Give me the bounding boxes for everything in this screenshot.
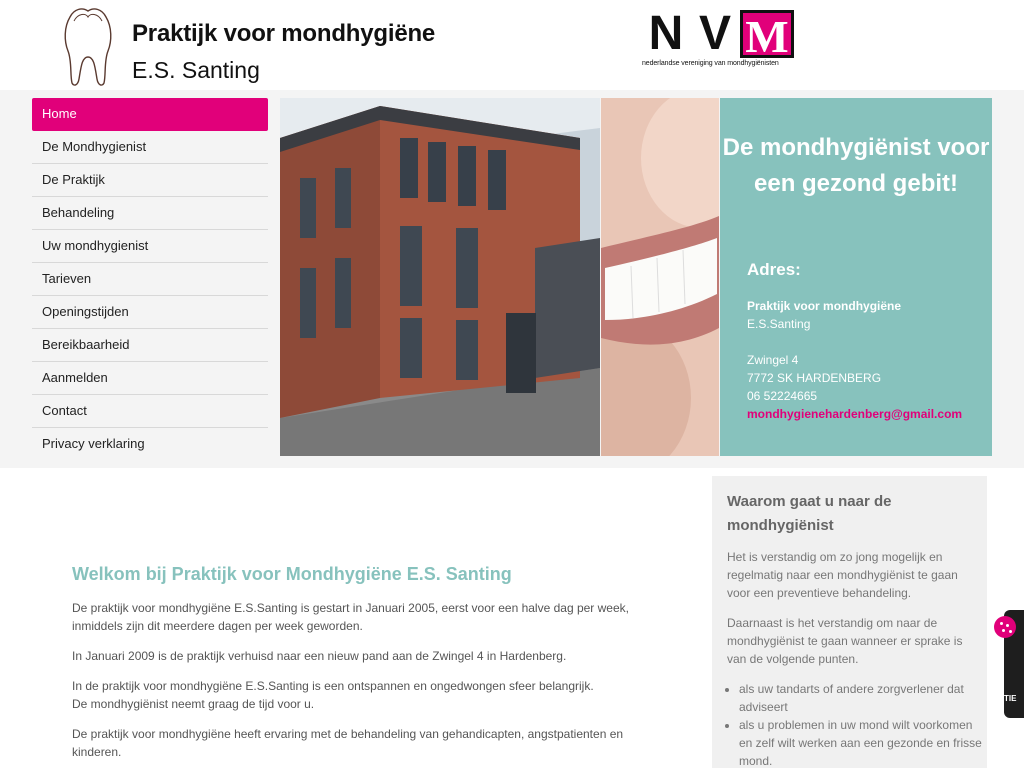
street: Zwingel 4 bbox=[747, 353, 799, 367]
tooth-logo-icon[interactable] bbox=[60, 3, 116, 87]
sidebar-heading: Waarom gaat u naar de mondhygiënist bbox=[727, 493, 892, 534]
panel-heading: De mondhygiënist voor een gezond gebit! bbox=[722, 134, 990, 197]
nvm-letter-v: V bbox=[698, 7, 731, 60]
phone: 06 52224665 bbox=[747, 389, 818, 403]
intro-paragraph-3 bbox=[72, 677, 642, 713]
sidebar-bullet-list bbox=[727, 680, 984, 770]
site-subtitle: E.S. Santing bbox=[132, 57, 260, 83]
sidebar-box bbox=[712, 476, 987, 768]
site-title: Praktijk voor mondhygiëne bbox=[132, 20, 436, 47]
sidebar-bullet: • als uw tandarts of andere zorgverlener dat adviseert bbox=[739, 680, 984, 716]
nav-item-tarieven[interactable]: Tarieven bbox=[32, 263, 268, 296]
nav-item-openingstijden[interactable]: Openingstijden bbox=[32, 296, 268, 329]
building-photo bbox=[280, 98, 600, 456]
address-lines bbox=[747, 297, 962, 423]
main-content bbox=[72, 564, 642, 773]
adres-label: Adres: bbox=[747, 260, 801, 279]
sidebar-paragraph-2: Daarnaast is het verstandig om naar de mondhygiënist te gaan wanneer er sprake is van de volgende punten. bbox=[727, 616, 963, 666]
nav-item-de-mondhygienist[interactable]: De Mondhygienist bbox=[32, 131, 268, 164]
nav-item-behandeling[interactable]: Behandeling bbox=[32, 197, 268, 230]
practice-owner: E.S.Santing bbox=[747, 317, 811, 331]
nav-item-privacy-verklaring[interactable]: Privacy verklaring bbox=[42, 436, 145, 451]
sidebar-paragraph-1: Het is verstandig om zo jong mogelijk en regelmatig naar een mondhygiënist te gaan voor een preventieve behandeling. bbox=[727, 550, 958, 600]
intro-paragraph-2: In Januari 2009 is de praktijk verhuisd naar een nieuw pand aan de Zwingel 4 in Hardenberg. bbox=[72, 649, 567, 663]
nav-item-aanmelden[interactable]: Aanmelden bbox=[32, 362, 268, 395]
nav-item-contact[interactable]: Contact bbox=[32, 395, 268, 428]
main-nav bbox=[32, 98, 268, 461]
nvm-letter-m: M bbox=[740, 10, 794, 58]
intro-paragraph-4: De praktijk voor mondhygiëne heeft ervaring met de behandeling van gehandicapten, angstpatienten en kinderen. bbox=[72, 727, 624, 759]
nvm-letters bbox=[642, 7, 794, 62]
practice-name: Praktijk voor mondhygiëne bbox=[747, 299, 902, 313]
nvm-logo[interactable] bbox=[642, 7, 794, 70]
welcome-heading: Welkom bij Praktijk voor Mondhygiëne E.S. Santing bbox=[72, 564, 512, 584]
site-header bbox=[0, 0, 1024, 90]
nav-item-uw-mondhygienist[interactable]: Uw mondhygienist bbox=[32, 230, 268, 263]
nvm-letter-n: N bbox=[648, 7, 684, 60]
nav-item-bereikbaarheid[interactable]: Bereikbaarheid bbox=[32, 329, 268, 362]
cookie-widget-label[interactable]: TIE bbox=[1004, 694, 1017, 703]
nav-item-home[interactable]: Home bbox=[32, 98, 268, 131]
address-panel bbox=[720, 98, 992, 456]
intro-paragraph-3a: In de praktijk voor mondhygiëne E.S.Santing is een ontspannen en ongedwongen sfeer belangrijk. bbox=[72, 679, 594, 693]
nav-item-de-praktijk[interactable]: De Praktijk bbox=[32, 164, 268, 197]
smile-photo bbox=[601, 98, 719, 456]
nvm-tagline: nederlandse vereniging van mondhygiënisten bbox=[642, 60, 779, 67]
city: 7772 SK HARDENBERG bbox=[747, 371, 882, 385]
sidebar-bullet: • als u problemen in uw mond wilt voorkomen en zelf wilt werken aan een gezonde en frisse mond. bbox=[739, 716, 984, 770]
intro-paragraph-3b: De mondhygiënist neemt graag de tijd voor u. bbox=[72, 697, 315, 711]
intro-paragraph-1: De praktijk voor mondhygiëne E.S.Santing is gestart in Januari 2005, eerst voor een halve dag per week, inmiddels zijn dit meerdere dagen per week geworden. bbox=[72, 601, 629, 633]
email-link[interactable]: mondhygienehardenberg@gmail.com bbox=[747, 407, 963, 421]
cookie-icon[interactable] bbox=[994, 616, 1016, 638]
